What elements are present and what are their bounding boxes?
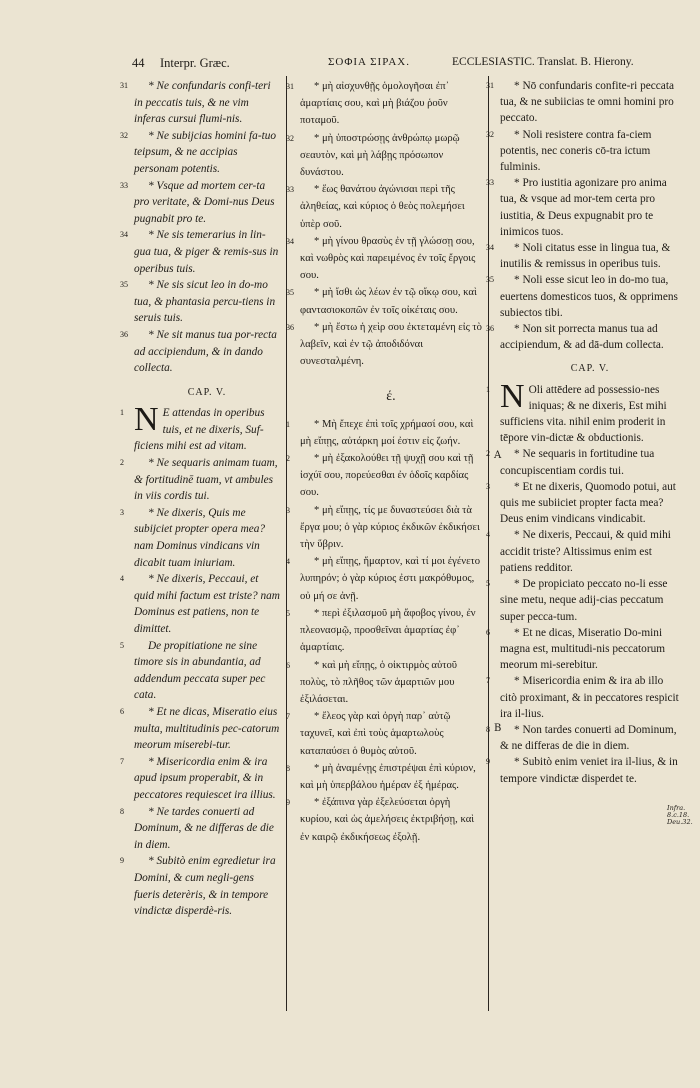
verse-number: 9 bbox=[486, 757, 490, 767]
verse-number: 33 bbox=[286, 185, 294, 195]
verse-number: 35 bbox=[486, 275, 494, 285]
verse-number: 31 bbox=[486, 81, 494, 90]
verse-text: * Ne sis sicut leo in do-mo tua, & phantasia percu-tiens in seruis tuis. bbox=[134, 279, 276, 325]
verse-text: * Non sit porrecta manus tua ad accipiendum, & ad dā-dum collecta. bbox=[500, 323, 664, 352]
verse bbox=[120, 78, 280, 128]
verse-number: 31 bbox=[120, 81, 128, 90]
left-running-title: Interpr. Græc. bbox=[160, 56, 230, 70]
verse-number: 3 bbox=[286, 505, 290, 515]
page-number: 44 bbox=[132, 56, 145, 70]
verse-text: * μὴ ὑποστρώσῃς ἀνθρώπῳ μωρῷ σεαυτὸν, καὶ μὴ λάβῃς πρόσωπον δυνάστου. bbox=[300, 132, 460, 179]
verse-text: * ἐξάπινα γὰρ ἐξελεύσεται ὀργὴ κυρίου, καὶ ὡς ἀμελήσεις ἐκτριβήσῃ, καὶ ἐν καιρῷ ἐκδικήσεως ἐξολῇ. bbox=[300, 797, 475, 843]
verse-number: 34 bbox=[286, 236, 294, 246]
verse bbox=[486, 321, 680, 353]
verse bbox=[120, 277, 280, 327]
verse bbox=[120, 505, 280, 571]
verse-text: De propitiatione ne sine timore sis in abundantia, ad addendum peccata super pec cata. bbox=[134, 639, 266, 702]
verse-text: * μὴ ἴσθι ὡς λέων ἐν τῷ οἴκῳ σου, καὶ φαντασιοκοπῶν ἐν τοῖς οἰκέταις σου. bbox=[300, 287, 477, 316]
verse bbox=[120, 804, 280, 854]
verse-number: 35 bbox=[120, 280, 128, 290]
verse-text: * Ne sequaris in fortitudine tua concupiscentiam cordis tui. bbox=[500, 448, 655, 477]
verse-number: 32 bbox=[286, 133, 294, 143]
verse bbox=[486, 272, 680, 321]
verse-number: 33 bbox=[120, 180, 128, 190]
verse-number: 8 bbox=[286, 763, 290, 773]
verse bbox=[486, 377, 680, 447]
drop-cap-initial: N bbox=[134, 401, 159, 439]
verse-number: 4 bbox=[486, 530, 490, 540]
verse bbox=[486, 175, 680, 240]
verse bbox=[486, 625, 680, 674]
verse bbox=[120, 853, 280, 919]
verse bbox=[120, 227, 280, 277]
verse-number: 36 bbox=[120, 329, 128, 339]
verse-number: 35 bbox=[286, 288, 294, 298]
verse-text: * μὴ εἴπῃς, ἥμαρτον, καὶ τί μοι ἐγένετο λυπηρόν; ὁ γὰρ κύριος ἐστι μακρόθυμος, οὐ μή σε ἀνῇ. bbox=[300, 556, 481, 602]
verse-number: 36 bbox=[486, 324, 494, 334]
chapter-heading: CAP. V. bbox=[187, 386, 227, 398]
verse-text: * Non tardes conuerti ad Dominum, & ne differas de die in diem. bbox=[500, 723, 677, 753]
verse-number: 9 bbox=[286, 798, 290, 808]
verse bbox=[120, 571, 280, 637]
verse bbox=[286, 319, 482, 371]
verse bbox=[286, 553, 482, 605]
verse bbox=[286, 78, 482, 130]
verse bbox=[486, 527, 680, 576]
verse-number: 3 bbox=[120, 507, 124, 517]
verse-text: E attendas in operibus tuis, et ne dixeris, Suf-ficiens mihi est ad vitam. bbox=[134, 407, 265, 453]
verse-text: * Et ne dicas, Miseratio Do-mini magna est, multitudi-nis peccatorum meorum mi-serebitur. bbox=[500, 626, 666, 672]
verse-number: 2 bbox=[486, 449, 490, 459]
verse bbox=[286, 708, 482, 760]
verse-text: * Et ne dixeris, Quomodo potui, aut quis me subiiciet propter facta mea? Deus enim vindicans vindicabit. bbox=[500, 480, 676, 526]
verse-text: * ἔλεος γὰρ καὶ ὀργὴ παρ᾽ αὐτῷ ταχυνεῖ, καὶ ἐπὶ τοὺς ἁμαρτωλοὺς καταπαύσει ὁ θυμὸς αὐτοῦ. bbox=[300, 711, 451, 757]
verse bbox=[120, 401, 280, 455]
greek-chapter-heading: έ. bbox=[386, 389, 396, 405]
verse-number: 1 bbox=[120, 408, 124, 418]
column-rule-left bbox=[286, 76, 287, 1011]
verse-text: * ἕως θανάτου ἀγώνισαι περὶ τῆς ἀληθείας, καὶ κύριος ὁ θεὸς πολεμήσει ὑπὲρ σοῦ. bbox=[300, 184, 465, 230]
verse-text: * De propiciato peccato no-li esse sine metu, neque adij-cias peccatum super pecca-tum. bbox=[500, 578, 668, 623]
verse bbox=[286, 794, 482, 846]
verse-number: 6 bbox=[486, 627, 490, 637]
verse-number: 34 bbox=[120, 230, 128, 240]
verse-text: * Ne sit manus tua por-recta ad accipiendum, & in dando collecta. bbox=[134, 328, 277, 375]
verse bbox=[286, 605, 482, 657]
verse-number: 32 bbox=[120, 130, 128, 140]
verse-number: 7 bbox=[286, 712, 290, 722]
verse bbox=[120, 455, 280, 505]
verse bbox=[486, 127, 680, 176]
running-header bbox=[0, 56, 700, 78]
verse-text: * μὴ αἰσχυνθῇς ὁμολογῆσαι ἐπ᾽ ἁμαρτίαις σου, καὶ μὴ βιάζου ῥοῦν ποταμοῦ. bbox=[300, 81, 450, 127]
verse-number: 2 bbox=[120, 458, 124, 468]
verse-text: * Ne tardes conuerti ad Dominum, & ne differas de die in diem. bbox=[134, 805, 274, 851]
verse bbox=[486, 479, 680, 528]
verse bbox=[120, 178, 280, 228]
verse-number: 7 bbox=[486, 676, 490, 686]
verse-number: 31 bbox=[286, 82, 294, 91]
verse-number: 4 bbox=[120, 574, 124, 584]
verse bbox=[120, 754, 280, 804]
verse-number: 1 bbox=[486, 384, 490, 394]
verse-text: * Subitò enim egredietur ira Domini, & cum negli-gens fueris deterèris, & in tempore vindictæ disperdè-ris. bbox=[134, 855, 276, 918]
verse-text: * Noli resistere contra fa-ciem potentis, nec coneris cō-tra ictum fulminis. bbox=[500, 128, 652, 174]
verse-text: * μὴ ἀναμένῃς ἐπιστρέψαι ἐπὶ κύριον, καὶ μὴ ὑπερβάλου ἡμέραν ἐξ ἡμέρας. bbox=[300, 762, 476, 791]
verse-text: * Ne sis temerarius in lin-gua tua, & piger & remis-sus in operibus tuis. bbox=[134, 229, 279, 275]
verse-number: 2 bbox=[286, 454, 290, 464]
verse-number: 5 bbox=[486, 579, 490, 589]
greek-column bbox=[286, 78, 482, 846]
verse-text: * Pro iustitia agonizare pro anima tua, & vsque ad mor-tem certa pro iustitia, & Deus expugnabit pro te inimicos tuos. bbox=[500, 177, 667, 238]
verse-number: 8 bbox=[120, 806, 124, 816]
margin-cross-reference: Infra. 8.c.18. Deu.32. bbox=[667, 804, 693, 826]
section-letter-b: B bbox=[494, 723, 502, 734]
verse-text: * Ne confundaris confi-teri in peccatis tuis, & ne vim inferas cursui flumi-nis. bbox=[134, 80, 271, 126]
verse-text: * περὶ ἐξιλασμοῦ μὴ ἄφοβος γίνου, ἐν πλεονασμῷ, προσθεῖναι ἁμαρτίας ἐφ᾽ ἁμαρτίαις. bbox=[300, 607, 476, 654]
verse bbox=[286, 181, 482, 233]
verse-text: * μὴ ἐξακολούθει τῇ ψυχῇ σου καὶ τῇ ἰσχύϊ σου, πορεύεσθαι ἐν ὁδοῖς καρδίας σου. bbox=[300, 453, 474, 499]
verse bbox=[286, 130, 482, 182]
verse-text: * Ne subijcias homini fa-tuo teipsum, & ne accipias personam potentis. bbox=[134, 129, 277, 175]
verse-number: 7 bbox=[120, 756, 124, 766]
verse-number: 5 bbox=[120, 640, 124, 650]
verse bbox=[486, 576, 680, 625]
right-running-title: ECCLESIASTIC. Translat. B. Hierony. bbox=[452, 56, 634, 68]
verse-text: * Vsque ad mortem cer-ta pro veritate, & Domi-nus Deus pugnabit pro te. bbox=[134, 179, 275, 225]
chapter-heading: CAP. V. bbox=[570, 363, 610, 375]
verse-number: 34 bbox=[486, 243, 494, 253]
verse bbox=[286, 657, 482, 709]
verse bbox=[120, 638, 280, 704]
left-latin-column bbox=[120, 78, 280, 920]
verse bbox=[286, 760, 482, 794]
verse-number: 32 bbox=[486, 129, 494, 139]
right-vulgate-column bbox=[486, 78, 680, 787]
verse bbox=[486, 446, 680, 478]
verse bbox=[486, 722, 680, 754]
verse-text: * Noli esse sicut leo in do-mo tua, euertens domesticos tuos, & opprimens subiectos tibi. bbox=[500, 274, 678, 319]
verse bbox=[120, 128, 280, 178]
verse bbox=[286, 416, 482, 450]
verse-text: Oli attēdere ad possessio-nes iniquas; & ne dixeris, Est mihi sufficiens vita. nihil enim proderit in tēpore vin-dictæ & obductionis. bbox=[500, 383, 667, 445]
verse bbox=[286, 233, 482, 285]
verse-text: * μὴ εἴπῃς, τίς με δυναστεύσει διὰ τὰ ἔργα μου; ὁ γὰρ κύριος ἐκδικῶν ἐκδικήσει τὴν ὕβριν. bbox=[300, 504, 480, 551]
verse bbox=[286, 502, 482, 554]
verse bbox=[486, 78, 680, 127]
verse bbox=[486, 754, 680, 786]
verse-text: * Ne dixeris, Quis me subijciet propter opera mea? nam Dominus vindicans vin dicabit tuam iniuriam. bbox=[134, 506, 266, 569]
verse-text: * Noli citatus esse in lingua tua, & inutilis & remissus in operibus tuis. bbox=[500, 242, 671, 271]
verse-text: * καὶ μὴ εἴπῃς, ὁ οἰκτιρμὸς αὐτοῦ πολὺς, τὸ πλῆθος τῶν ἁμαρτιῶν μου ἐξιλάσεται. bbox=[300, 659, 458, 705]
verse bbox=[286, 450, 482, 502]
verse-number: 8 bbox=[486, 724, 490, 734]
verse-text: * Subitò enim veniet ira il-lius, & in tempore vindictæ disperdet te. bbox=[500, 756, 678, 785]
verse-number: 6 bbox=[286, 660, 290, 670]
verse-text: * Ne sequaris animam tuam, & fortitudinē tuam, vt ambules in viis cordis tui. bbox=[134, 457, 278, 503]
verse bbox=[486, 240, 680, 272]
verse-text: * Misericordia enim & ira ab illo citò proximant, & in peccatores respicit ira il-lius. bbox=[500, 675, 679, 720]
verse-text: * μὴ ἔστω ἡ χεὶρ σου ἐκτεταμένη εἰς τὸ λαβεῖν, καὶ ἐν τῷ ἀποδιδόναι συνεσταλμένη. bbox=[300, 321, 482, 368]
verse-number: 9 bbox=[120, 856, 124, 866]
verse-number: 5 bbox=[286, 608, 290, 618]
verse-text: * Nō confundaris confite-ri peccata tua, & ne subiicias te omni homini pro peccato. bbox=[500, 80, 674, 125]
verse-number: 33 bbox=[486, 178, 494, 188]
verse-text: * Misericordia enim & ira apud ipsum properabit, & in peccatores requiescet ira illius. bbox=[134, 755, 276, 801]
verse-number: 1 bbox=[286, 419, 290, 429]
verse-text: * Et ne dicas, Miseratio eius multa, multitudinis pec-catorum meorum miserebi-tur. bbox=[134, 705, 280, 752]
verse bbox=[486, 673, 680, 722]
verse-number: 4 bbox=[286, 557, 290, 567]
verse-text: * Μὴ ἔπεχε ἐπὶ τοῖς χρήμασί σου, καὶ μὴ εἴπῃς, αὐτάρκη μοί ἐστιν εἰς ζωήν. bbox=[300, 418, 474, 447]
greek-running-title: ΣΟΦΙΑ ΣΙΡΑΧ. bbox=[328, 56, 410, 68]
verse-text: * Ne dixeris, Peccaui, & quid mihi accidit triste? Altissimus enim est patiens redditor. bbox=[500, 529, 671, 574]
verse bbox=[286, 284, 482, 318]
drop-cap-initial: N bbox=[500, 377, 525, 415]
verse-text: * Ne dixeris, Peccaui, et quid mihi factum est triste? nam Dominus est patiens, non te dimittet. bbox=[134, 573, 280, 635]
verse-number: 6 bbox=[120, 706, 124, 716]
verse-text: * μὴ γίνου θρασὺς ἐν τῇ γλώσσῃ σου, καὶ νωθρὸς καὶ παρειμένος ἐν τοῖς ἔργοις σου. bbox=[300, 235, 476, 282]
verse-number: 3 bbox=[486, 481, 490, 491]
verse bbox=[120, 704, 280, 754]
verse-number: 36 bbox=[286, 322, 294, 332]
verse bbox=[120, 327, 280, 377]
section-letter-a: A bbox=[494, 450, 502, 461]
